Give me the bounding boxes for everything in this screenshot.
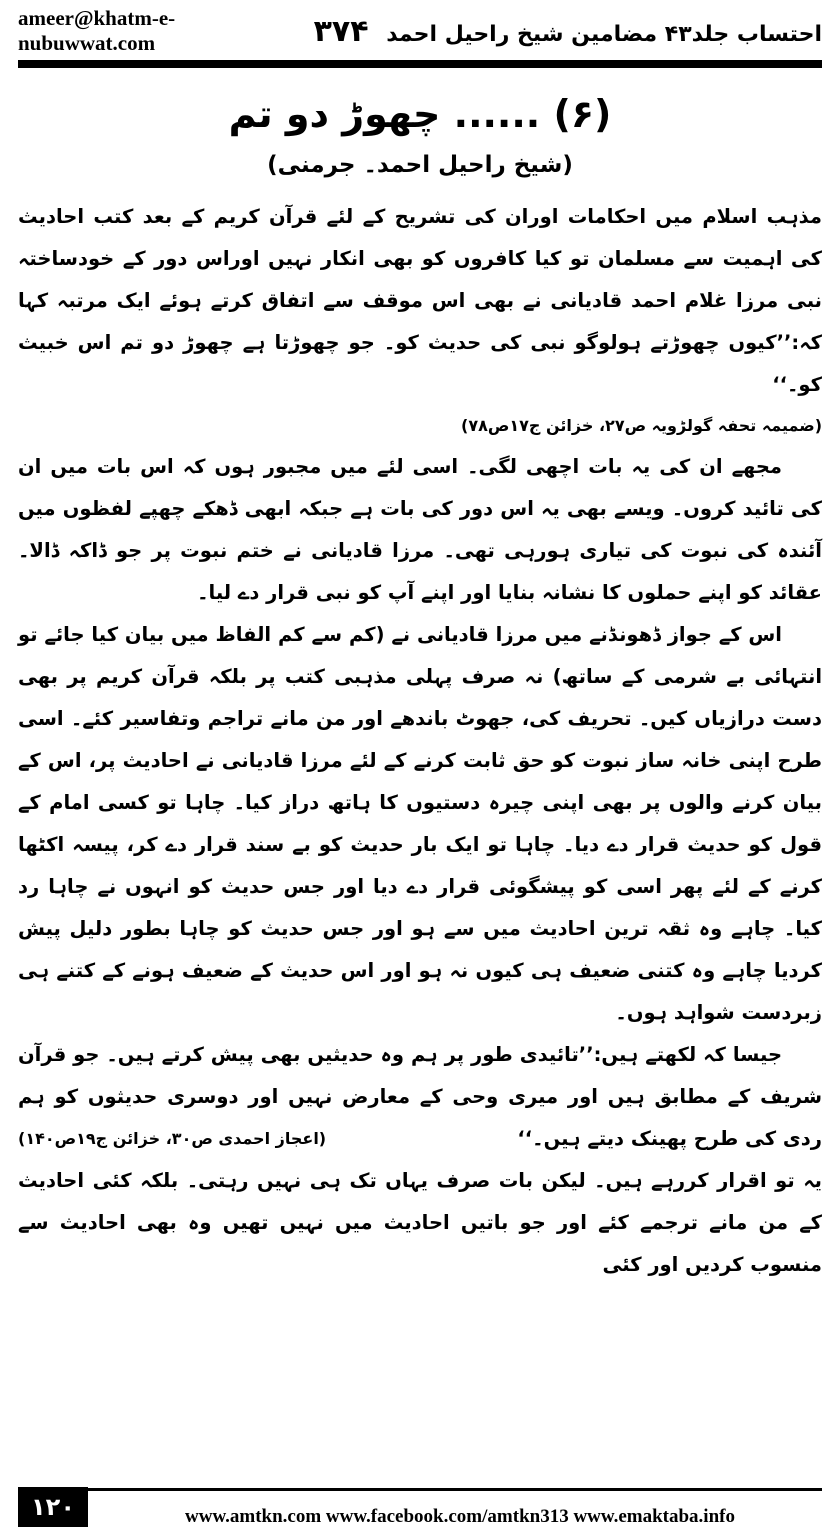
article-author: (شیخ راحیل احمد۔ جرمنی) — [267, 152, 573, 178]
paragraph-2: مجھے ان کی یہ بات اچھی لگی۔ اسی لئے میں مجبور ہوں کہ اس بات میں ان کی تائید کروں۔ ویسے بھی یہ اس دور کی بات ہے جبکہ ابھی ڈھکے چھپے لفظوں میں آئندہ کی نبوت کی تیاری ہورہی تھی۔ مرزا قادیانی نے ختم نبوت پر جو ڈاکہ ڈالا۔ عقائد کو اپنے حملوں کا نشانہ بنایا اور اپنے آپ کو نبی قرار دے لیا۔ — [18, 455, 822, 604]
footer-urls[interactable]: www.amtkn.com www.facebook.com/amtkn313 www.emaktaba.info — [185, 1506, 735, 1527]
paragraph-5: یہ تو اقرار کررہے ہیں۔ لیکن بات صرف یہاں تک ہی نہیں رہتی۔ بلکہ کئی احادیث کے من مانے ترجمے کئے اور جو باتیں احادیث میں نہیں تھیں وہ بھی احادیث سے منسوب کردیں اور کئی — [18, 1169, 822, 1276]
reference-1: (ضمیمہ تحفہ گولڑویہ ص۲۷، خزائن ج۱۷ص۷۸) — [461, 416, 822, 435]
paragraph-4 — [18, 1034, 822, 1160]
article-title: (۶) ...... چھوڑ دو تم — [228, 92, 612, 136]
header-volume-title: احتساب جلد۴۳ مضامین شیخ راحیل احمد — [386, 21, 822, 47]
paragraph-1: مذہب اسلام میں احکامات اوران کی تشریح کے لئے قرآن کریم کے بعد کتب احادیث کی اہمیت سے مسلمان تو کیا کافروں کو بھی انکار نہیں اوراس دور کے خودساختہ نبی مرزا غلام احمد قادیانی نے بھی اس موقف سے اتفاق کرتے ہوئے ایک مرتبہ کہا کہ:’’کیوں چھوڑتے ہولوگو نبی کی حدیث کو۔ جو چھوڑتا ہے چھوڑ دو تم اس خبیث کو۔‘‘ — [18, 205, 822, 396]
page-footer — [18, 1484, 822, 1530]
paragraph-3: اس کے جواز ڈھونڈنے میں مرزا قادیانی نے (کم سے کم الفاظ میں بیان کیا جائے تو انتہائی بے شرمی کے ساتھ) نہ صرف پہلی مذہبی کتب پر بلکہ قرآن کریم پر بھی دست درازیاں کیں۔ تحریف کی، جھوٹ باندھے اور من مانے تراجم وتفاسیر کئے۔ اسی طرح اپنی خانہ ساز نبوت کو حق ثابت کرنے کے لئے مرزا قادیانی نے احادیث پر، اس کے بیان کرنے والوں پر بھی اپنی چیرہ دستیوں کا ہاتھ دراز کیا۔ چاہا تو کسی امام کے قول کو حدیث قرار دے دیا۔ چاہا تو ایک بار حدیث کو بے سند قرار دے کر، پیسہ اکٹھا کرنے کے لئے پھر اسی کو پیشگوئی قرار دے دیا اور جس حدیث کو انہوں نے چاہا رد کیا۔ چاہے وہ ثقہ ترین احادیث میں سے ہو اور جس حدیث کو چاہا بطور دلیل پیش کردیا چاہے وہ کتنی ضعیف ہی کیوں نہ ہو اور اس حدیث کے ضعیف ہونے کے کتنے ہی زبردست شواہد ہوں۔ — [18, 623, 822, 1024]
footer-page-number: ۱۲۰ — [18, 1487, 88, 1527]
header-rule — [18, 60, 822, 68]
header-email[interactable]: ameer@khatm-e-nubuwwat.com — [18, 6, 176, 55]
page-header — [18, 8, 822, 54]
reference-2: (اعجاز احمدی ص۳۰، خزائن ج۱۹ص۱۴۰) — [18, 1129, 327, 1148]
paragraph-4-text: جیسا کہ لکھتے ہیں:’’تائیدی طور پر ہم وہ حدیثیں بھی پیش کرتے ہیں۔ جو قرآن شریف کے مطابق ہیں اور میری وحی کے معارض نہیں اور دوسری حدیثوں کو ہم ردی کی طرح پھینک دیتے ہیں۔‘‘ — [18, 1043, 822, 1150]
header-page-number: ۳۷۴ — [313, 13, 369, 49]
header-volume-info — [304, 14, 822, 49]
article-body — [18, 196, 822, 1286]
footer-links-area — [88, 1484, 822, 1530]
footer-rule — [88, 1488, 822, 1491]
